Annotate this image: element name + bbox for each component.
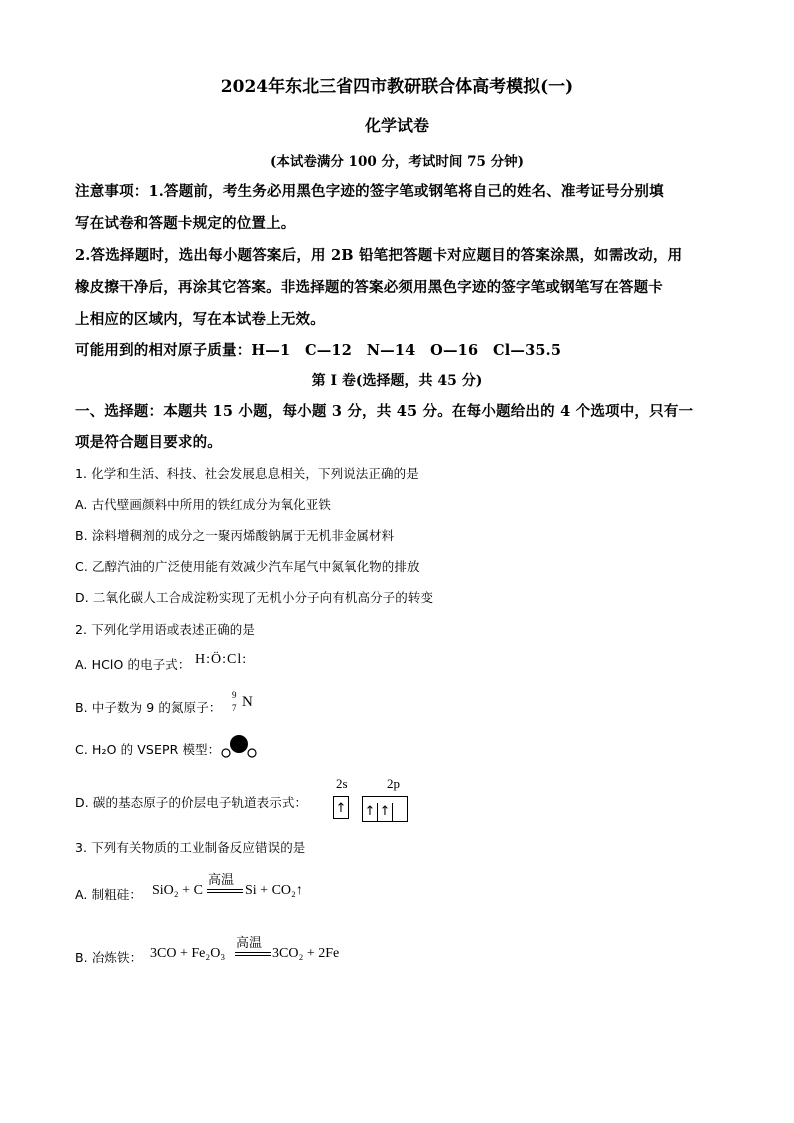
q3-option-a-products: Si + CO₂↑	[245, 883, 303, 898]
orbital-2s-box	[333, 796, 349, 819]
q3-option-a-label: A. 制粗硅：	[75, 887, 142, 902]
orbital-2p-electron-2: ↑	[378, 803, 393, 821]
orbital-2p-label: 2p	[387, 776, 400, 791]
section-title: 第 I 卷(选择题，共 45 分)	[311, 373, 483, 389]
q1-option-a: A. 古代壁画颜料中所用的铁红成分为氧化亚铁	[75, 497, 331, 512]
q3-stem: 3. 下列有关物质的工业制备反应错误的是	[75, 840, 306, 855]
orbital-2s-label: 2s	[336, 776, 348, 791]
q3-option-b-label: B. 冶炼铁：	[75, 950, 143, 965]
notes-line-1: 注意事项：1.答题前，考生务必用黑色字迹的签字笔或钢笔将自己的姓名、准考证号分别填	[75, 183, 664, 200]
q2-option-b-atomic-number: 7	[232, 703, 237, 713]
orbital-2p-electron-3	[393, 797, 407, 815]
q3-option-a-reactants: SiO₂ + C	[152, 883, 203, 898]
orbital-2p-box	[362, 796, 408, 822]
exam-info: (本试卷满分 100 分，考试时间 75 分钟)	[269, 154, 525, 170]
q2-option-b-mass-number: 9	[232, 690, 237, 700]
orbital-2p-electron-1: ↑	[363, 803, 378, 821]
q3-option-b-products: 3CO₂ + 2Fe	[272, 946, 340, 961]
q3-option-a-equals-sign	[207, 889, 243, 893]
q2-option-d-label: D. 碳的基态原子的价层电子轨道表示式：	[75, 795, 308, 810]
subject-title: 化学试卷	[364, 116, 429, 135]
notes-line-2: 写在试卷和答题卡规定的位置上。	[75, 215, 296, 232]
vsepr-model-icon	[220, 733, 258, 759]
q2-option-a-electron-formula: H:Ö:Cl:	[195, 652, 248, 667]
q1-option-d: D. 二氧化碳人工合成淀粉实现了无机小分子向有机高分子的转变	[75, 590, 434, 605]
q1-option-c: C. 乙醇汽油的广泛使用能有效减少汽车尾气中氮氧化物的排放	[75, 559, 420, 574]
q1-stem: 1. 化学和生活、科技、社会发展息息相关，下列说法正确的是	[75, 466, 419, 481]
section-instruction-1: 一、选择题：本题共 15 小题，每小题 3 分，共 45 分。在每小题给出的 4 个选项中，只有一	[75, 403, 694, 420]
q3-option-b-equals-sign	[235, 952, 271, 956]
section-instruction-2: 项是符合题目要求的。	[75, 434, 222, 451]
q2-stem: 2. 下列化学用语或表述正确的是	[75, 622, 256, 637]
notes-line-4: 橡皮擦干净后，再涂其它答案。非选择题的答案必须用黑色字迹的签字笔或钢笔写在答题卡	[75, 279, 663, 296]
q2-option-b-symbol: N	[242, 694, 253, 710]
atomic-masses: 可能用到的相对原子质量：H—1 C—12 N—14 O—16 Cl—35.5	[75, 342, 562, 359]
exam-title: 2024年东北三省四市教研联合体高考模拟(一)	[220, 77, 574, 97]
orbital-2s-electron: ↑	[335, 801, 347, 816]
q2-option-a-label: A. HClO 的电子式：	[75, 657, 191, 672]
q2-option-c-label: C. H₂O 的 VSEPR 模型：	[75, 742, 221, 757]
notes-line-5: 上相应的区域内，写在本试卷上无效。	[75, 311, 325, 328]
q1-option-b: B. 涂料增稠剂的成分之一聚丙烯酸钠属于无机非金属材料	[75, 528, 395, 543]
q3-option-b-condition: 高温	[236, 936, 263, 951]
q3-option-b-reactants: 3CO + Fe₂O₃	[150, 946, 226, 961]
notes-line-3: 2.答选择题时，选出每小题答案后，用 2B 铅笔把答题卡对应题目的答案涂黑，如需改动，用	[75, 247, 683, 264]
q2-option-b-label: B. 中子数为 9 的氮原子：	[75, 700, 222, 715]
q3-option-a-condition: 高温	[208, 873, 235, 888]
